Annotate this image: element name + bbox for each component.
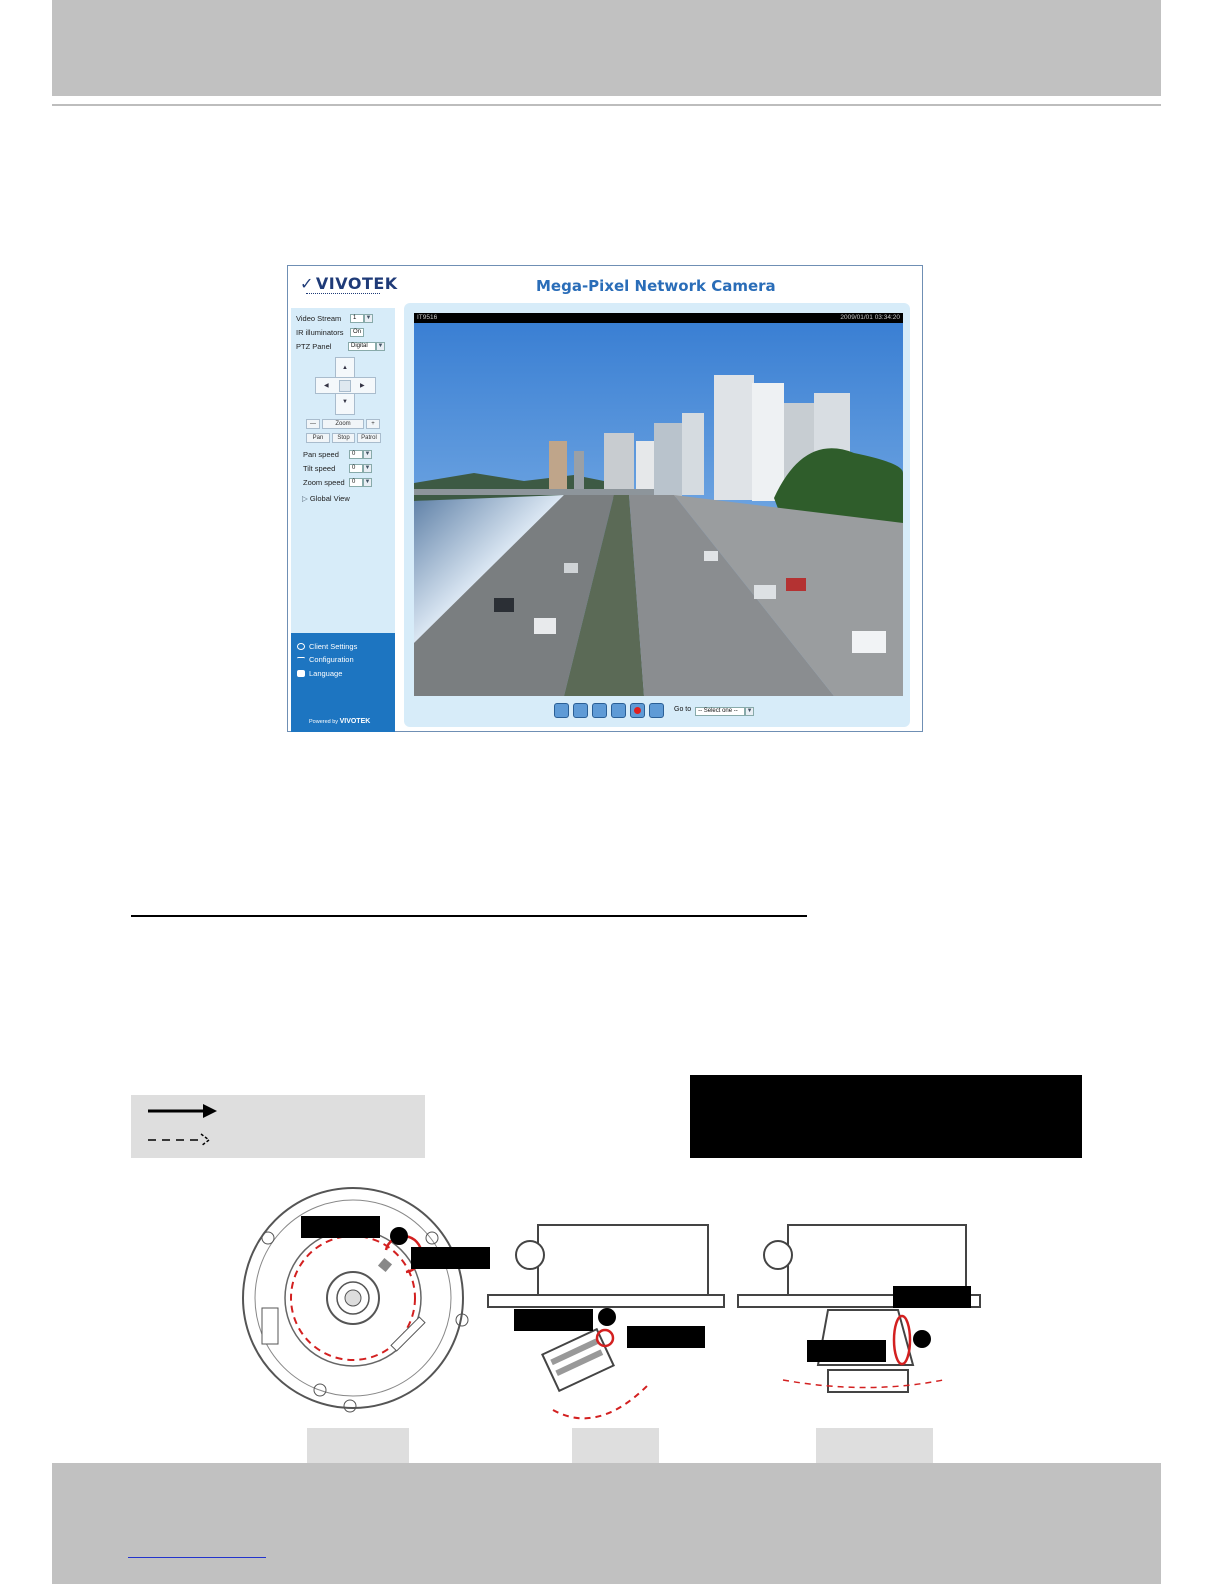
ptz-panel-row bbox=[296, 342, 384, 351]
record-icon[interactable] bbox=[630, 703, 645, 718]
step-number-dot bbox=[913, 1330, 931, 1348]
patrol-button[interactable]: Patrol bbox=[357, 433, 381, 443]
pan-speed-label: Pan speed bbox=[303, 450, 339, 459]
logo-underline bbox=[306, 293, 380, 296]
chevron-down-icon: ▼ bbox=[746, 708, 753, 714]
chevron-down-icon: ▼ bbox=[364, 451, 371, 457]
goto-row bbox=[674, 706, 753, 715]
pan-speed-row bbox=[303, 450, 371, 459]
gear-icon bbox=[297, 643, 305, 650]
diagram-label bbox=[411, 1247, 490, 1269]
goto-select[interactable]: -- Select one -- ▼ bbox=[695, 707, 745, 716]
language-link[interactable]: Language bbox=[309, 669, 343, 678]
step-number-dot bbox=[390, 1227, 408, 1245]
section-heading-rule bbox=[131, 915, 807, 917]
global-view-toggle[interactable] bbox=[302, 494, 350, 503]
fullscreen-icon[interactable] bbox=[649, 703, 664, 718]
zoom-out-button[interactable]: — bbox=[306, 419, 320, 429]
live-video-image[interactable] bbox=[414, 323, 903, 696]
diagram-label bbox=[514, 1309, 593, 1331]
chevron-down-icon: ▼ bbox=[364, 465, 371, 471]
ir-label: IR illuminators bbox=[296, 328, 344, 337]
camera-icon[interactable] bbox=[554, 703, 569, 718]
tilt-speed-select[interactable]: 0 ▼ bbox=[349, 464, 363, 473]
diagram-label bbox=[893, 1286, 971, 1308]
zoom-label: Zoom bbox=[322, 419, 364, 429]
camera-ui-screenshot bbox=[287, 265, 923, 732]
triangle-right-icon: ▷ bbox=[302, 494, 308, 503]
zoom-in-button[interactable]: + bbox=[366, 419, 380, 429]
ptz-panel-select[interactable]: Digital ▼ bbox=[348, 342, 376, 351]
video-caption-bar bbox=[414, 313, 903, 323]
ptz-direction-pad[interactable] bbox=[315, 357, 376, 415]
footer-band bbox=[52, 1463, 1161, 1584]
diagram-caption-plate bbox=[816, 1428, 933, 1463]
ptz-panel-label: PTZ Panel bbox=[296, 342, 332, 351]
arrow-up-icon[interactable]: ▲ bbox=[342, 365, 348, 371]
tilt-speed-row bbox=[303, 464, 371, 473]
pan-speed-select[interactable]: 0 ▼ bbox=[349, 450, 363, 459]
video-stream-label: Video Stream bbox=[296, 314, 342, 323]
highway-scene-image bbox=[414, 323, 903, 696]
video-viewer-panel bbox=[404, 303, 910, 727]
chevron-down-icon: ▼ bbox=[364, 479, 371, 485]
diagram-caption-plate bbox=[572, 1428, 659, 1463]
diagram-label bbox=[807, 1340, 886, 1362]
video-stream-row bbox=[296, 314, 372, 323]
magnifier-icon[interactable] bbox=[573, 703, 588, 718]
powered-by-brand: VIVOTEK bbox=[339, 718, 371, 725]
camera-ui-header bbox=[288, 266, 922, 304]
camera-name-overlay: IT9516 bbox=[417, 314, 438, 321]
zoom-speed-select[interactable]: 0 ▼ bbox=[349, 478, 363, 487]
sidebar-menu bbox=[291, 633, 395, 732]
diagram-label bbox=[627, 1326, 705, 1348]
timestamp-overlay: 2009/01/01 03:34:20 bbox=[840, 314, 900, 321]
stop-icon[interactable] bbox=[611, 703, 626, 718]
step-number-dot bbox=[598, 1308, 616, 1326]
dome-side-view-rotate bbox=[738, 1225, 980, 1392]
global-view-label: Global View bbox=[309, 494, 350, 503]
chevron-down-icon: ▼ bbox=[377, 343, 384, 349]
legend-arrows bbox=[131, 1095, 425, 1158]
header-band bbox=[52, 0, 1161, 96]
arrow-right-icon[interactable]: ▶ bbox=[360, 383, 365, 389]
camera-title: Mega-Pixel Network Camera bbox=[536, 277, 776, 295]
control-sidebar bbox=[291, 308, 395, 732]
zoom-speed-row bbox=[303, 478, 371, 487]
header-rule bbox=[52, 104, 1161, 106]
diagram-label bbox=[301, 1216, 380, 1238]
configuration-link[interactable]: Configuration bbox=[309, 655, 354, 664]
footer-link-underline[interactable] bbox=[128, 1557, 266, 1558]
note-box bbox=[690, 1075, 1082, 1158]
pause-icon[interactable] bbox=[592, 703, 607, 718]
zoom-speed-label: Zoom speed bbox=[303, 478, 345, 487]
video-stream-select[interactable]: 1 ▼ bbox=[350, 314, 364, 323]
arrow-left-icon[interactable]: ◀ bbox=[324, 383, 329, 389]
chevron-down-icon: ▼ bbox=[365, 315, 372, 321]
powered-by: Powered by VIVOTEK bbox=[309, 718, 371, 725]
diagram-caption-plate bbox=[307, 1428, 409, 1463]
client-settings-link[interactable]: Client Settings bbox=[309, 642, 358, 651]
pan-button[interactable]: Pan bbox=[306, 433, 330, 443]
vivotek-logo: ✓ VIVOTEK bbox=[300, 274, 398, 293]
ir-row bbox=[296, 328, 361, 337]
tilt-speed-label: Tilt speed bbox=[303, 464, 336, 473]
stop-button[interactable]: Stop bbox=[332, 433, 355, 443]
arrow-legend bbox=[131, 1095, 425, 1158]
wrench-icon bbox=[297, 657, 305, 660]
goto-label: Go to bbox=[674, 706, 692, 713]
ptz-home-button[interactable] bbox=[339, 380, 351, 392]
arrow-down-icon[interactable]: ▼ bbox=[342, 399, 348, 405]
ir-on-button[interactable]: On bbox=[350, 328, 364, 337]
language-icon bbox=[297, 670, 305, 677]
